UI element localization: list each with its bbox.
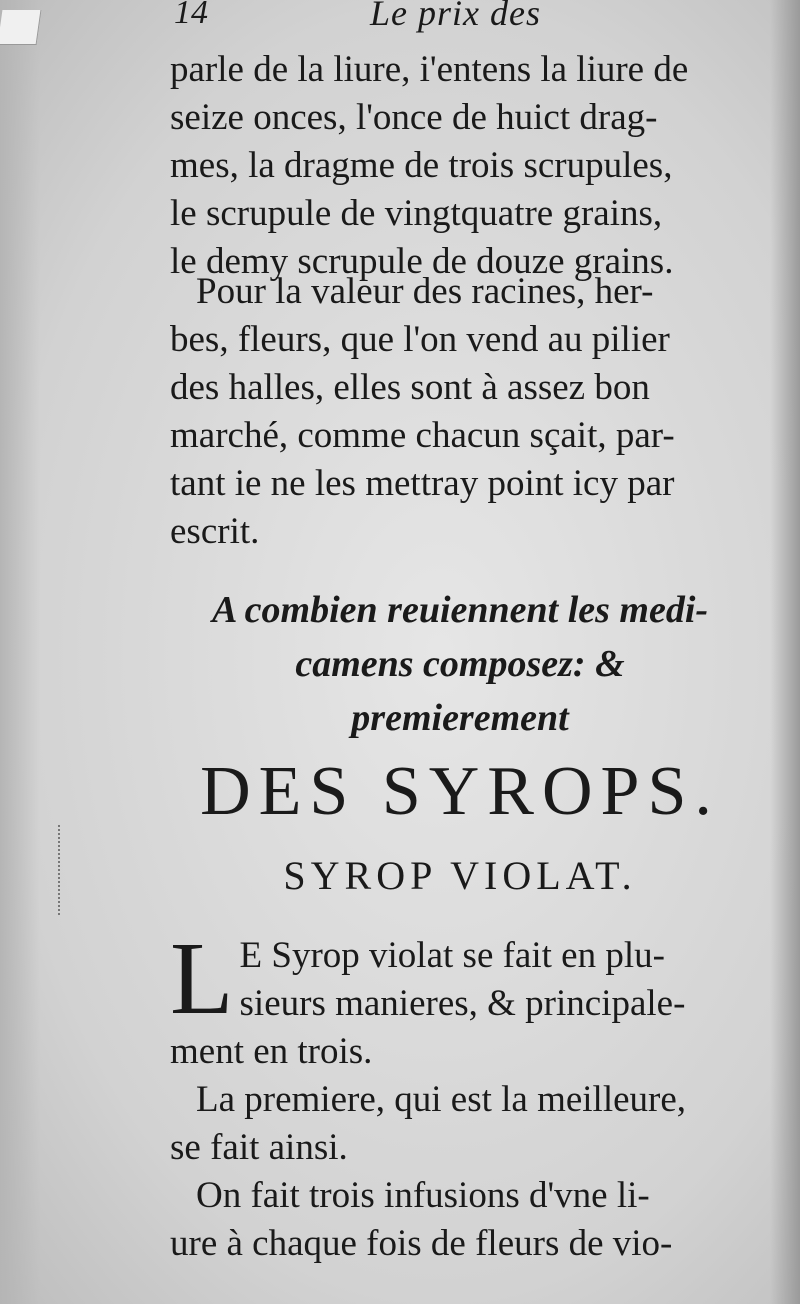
drop-cap: L xyxy=(170,921,234,1036)
page-spine-shadow xyxy=(0,0,40,1304)
page-number: 14 xyxy=(174,0,208,31)
text-line: marché, comme chacun sçait, par- xyxy=(170,415,675,456)
main-title: DES SYROPS. xyxy=(200,753,720,830)
text-line: E Syrop violat se fait en plu- xyxy=(239,935,665,976)
text-line: mes, la dragme de trois scrupules, xyxy=(170,145,673,186)
top-paragraph xyxy=(170,46,750,286)
text-line: seize onces, l'once de huict drag- xyxy=(170,97,658,138)
text-line: La premiere, qui est la meilleure, xyxy=(196,1079,687,1120)
page-edge-shadow xyxy=(770,0,800,1304)
text-line: le demy scrupule de douze grains. xyxy=(170,241,674,282)
text-line: sieurs manieres, & principale- xyxy=(239,983,686,1024)
text-line: parle de la liure, i'entens la liure de xyxy=(170,49,689,90)
section-heading xyxy=(160,583,760,745)
text-line: Pour la valeur des racines, her- xyxy=(196,271,654,312)
running-title: Le prix des xyxy=(370,0,541,33)
text-line: ure à chaque fois de fleurs de vio- xyxy=(170,1223,673,1264)
heading-line: A combien reuiennent les medi- xyxy=(211,589,709,631)
text-line: On fait trois infusions d'vne li- xyxy=(196,1175,650,1216)
text-line: ment en trois. xyxy=(170,1031,373,1072)
body-text xyxy=(170,921,750,1268)
text-line: se fait ainsi. xyxy=(170,1127,348,1168)
text-line: le scrupule de vingtquatre grains, xyxy=(170,193,663,234)
text-line: bes, fleurs, que l'on vend au pilier xyxy=(170,319,670,360)
subtitle: SYROP VIOLAT. xyxy=(283,853,637,898)
heading-line: camens composez: & xyxy=(295,643,625,685)
second-paragraph xyxy=(170,268,750,556)
text-line: tant ie ne les mettray point icy par xyxy=(170,463,675,504)
torn-corner xyxy=(0,10,41,45)
text-line: escrit. xyxy=(170,511,260,552)
heading-line: premierement xyxy=(351,697,569,739)
margin-marks xyxy=(58,825,70,915)
text-line: des halles, elles sont à assez bon xyxy=(170,367,650,408)
page-header xyxy=(170,0,730,36)
